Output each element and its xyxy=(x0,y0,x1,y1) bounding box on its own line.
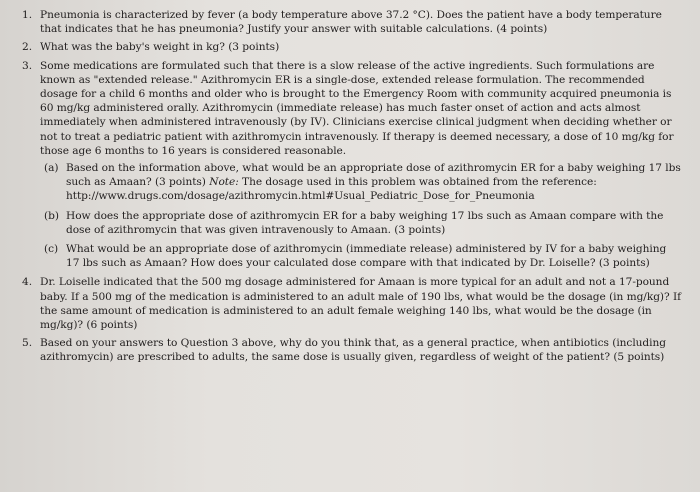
question-number: 2. xyxy=(22,41,33,54)
question-text: What was the baby's weight in kg? (3 points) xyxy=(40,41,280,54)
part-text: What would be an appropriate dose of azithromycin (immediate release) administered by IV for a baby weighing 17 lbs such as Amaan? How does your calculated dose compare with that indicated by Dr. Loiselle? (3 points) xyxy=(66,243,667,270)
reference-url: http://www.drugs.com/dosage/azithromycin.html#Usual_Pediatric_Dose_for_Pneumonia xyxy=(66,190,535,203)
question-2 xyxy=(22,40,682,54)
question-3a xyxy=(44,161,682,204)
question-text: Pneumonia is characterized by fever (a body temperature above 37.2 °C). Does the patient have a body temperature that indicates that he has pneumonia? Justify your answer with suitable calculations. (4 points) xyxy=(40,9,662,36)
question-3b xyxy=(44,209,682,237)
question-3c xyxy=(44,242,682,270)
question-number: 1. xyxy=(22,9,33,21)
note-text: The dosage used in this problem was obtained from the reference: xyxy=(242,176,597,189)
note-label: Note: xyxy=(209,176,239,189)
question-3-parts xyxy=(40,161,682,270)
question-3 xyxy=(22,59,682,271)
part-label: (a) xyxy=(44,162,59,175)
part-text: How does the appropriate dose of azithromycin ER for a baby weighing 17 lbs such as Amaan compare with the dose of azithromycin that was given intravenously to Amaan. (3 points) xyxy=(66,209,664,236)
part-label: (c) xyxy=(44,243,59,256)
question-number: 3. xyxy=(22,59,33,72)
question-number: 5. xyxy=(22,337,33,350)
question-text: Dr. Loiselle indicated that the 500 mg dosage administered for Amaan is more typical for an adult and not a 17-pound baby. If a 500 mg of the medication is administered to an adult male of 190 lbs, what would be the dosage (in mg/kg)? If the same amount of medication is administered to an adult female weighing 140 lbs, what would be the dosage (in mg/kg)? (6 points) xyxy=(40,276,681,332)
part-text: Based on the information above, what would be an appropriate dose of azithromycin ER for a baby weighing 17 lbs such as Amaan? (3 points) xyxy=(66,162,681,189)
worksheet xyxy=(22,8,682,369)
question-text: Based on your answers to Question 3 above, why do you think that, as a general practice, when antibiotics (including azithromycin) are prescribed to adults, the same dose is usually given, regardless of weight of the patient? (5 points) xyxy=(40,337,666,364)
part-label: (b) xyxy=(44,209,59,222)
question-4 xyxy=(22,275,682,332)
question-text: Some medications are formulated such that there is a slow release of the active ingredients. Such formulations are known as "extended release." Azithromycin ER is a single-dose, extended release formulation. The recommended dosage for a child 6 months and older who is brought to the Emergency Room with community acquired pneumonia is 60 mg/kg administered orally. Azithromycin (immediate release) has much faster onset of action and acts almost immediately when administered intravenously (by IV). Clinicians exercise clinical judgment when deciding whether or not to treat a pediatric patient with azithromycin intravenously. If therapy is deemed necessary, a dose of 10 mg/kg for those age 6 months to 16 years is considered reasonable. xyxy=(40,59,674,157)
question-number: 4. xyxy=(22,276,33,289)
question-1 xyxy=(22,8,682,36)
question-5 xyxy=(22,336,682,364)
